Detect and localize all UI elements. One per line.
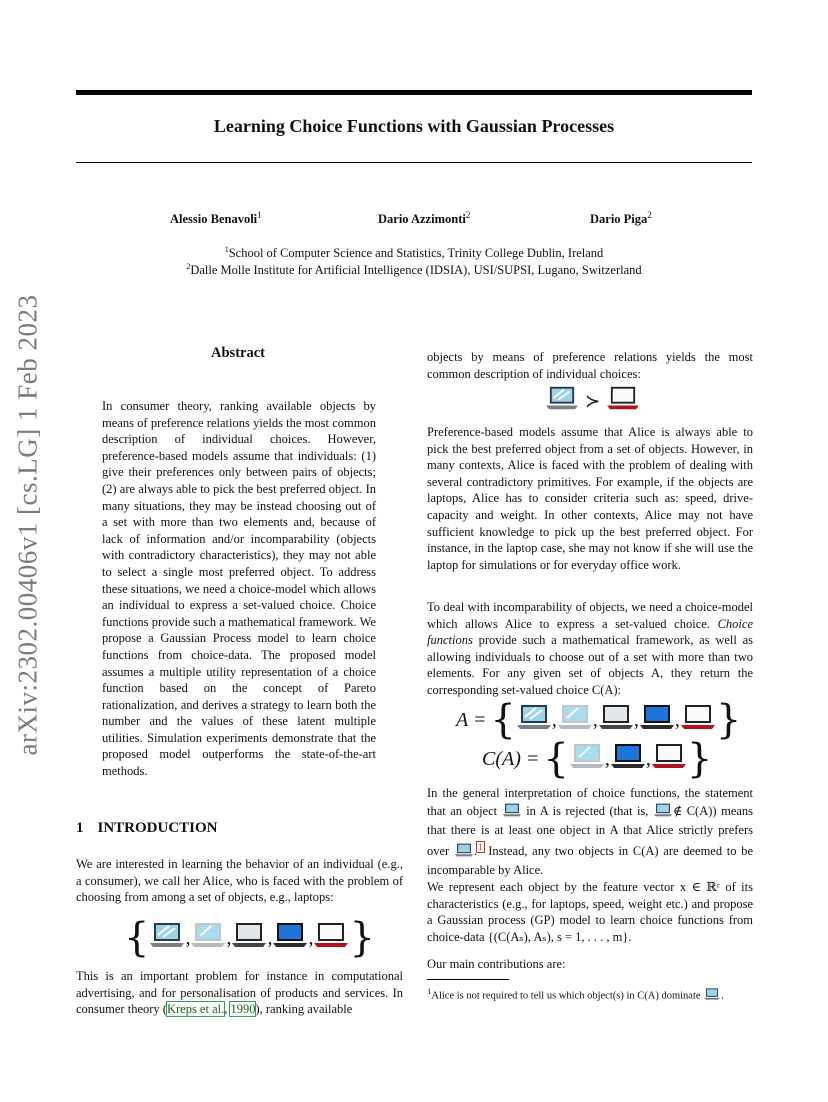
left-brace: { bbox=[124, 915, 150, 961]
equation-set-a: A = { , , , , } bbox=[456, 697, 742, 743]
laptop-icon bbox=[454, 842, 474, 863]
right-paragraph-4: We represent each object by the feature vector x ∈ ℝᶜ of its characteristics (e.g., for laptops, speed, weight etc.) and propose a Gaussian process (GP) model to learn choice functions from choice-data {(C(Aₛ), Aₛ), s = 1, . . . , m}. bbox=[427, 880, 753, 944]
footnote-marker[interactable]: 1 bbox=[478, 841, 483, 852]
affiliation-1: $^1$School of Computer Science and Statistics, Trinity College Dublin, Ireland bbox=[224, 245, 604, 261]
equation-choice-ca: C(A) = { , , } bbox=[482, 736, 713, 782]
laptop-icon bbox=[502, 802, 522, 823]
right-paragraph-0: objects by means of preference relations yields the most common description of individual choices: bbox=[427, 350, 753, 381]
laptop-icon bbox=[651, 741, 687, 777]
footnote: $^1$Alice is not required to tell us which object(s) in C(A) dominate . bbox=[427, 984, 753, 1006]
top-rule bbox=[76, 90, 752, 95]
laptop-icon bbox=[598, 702, 634, 738]
laptop-icon bbox=[606, 384, 640, 418]
right-paragraph-5: Our main contributions are: bbox=[427, 957, 566, 971]
right-brace: } bbox=[715, 697, 742, 743]
laptop-set-left: { , , , , } bbox=[124, 915, 375, 961]
laptop-icon bbox=[610, 741, 646, 777]
title-rule bbox=[76, 162, 752, 163]
intro-paragraph-2: This is an important problem for instance in computational advertising, and for personalisation of products and services. In consumer theory (Kreps et al., 1990), ranking available bbox=[76, 969, 403, 1017]
arxiv-sidebar: arXiv:2302.00406v1 [cs.LG] 1 Feb 2023 bbox=[12, 294, 43, 756]
footnote-rule bbox=[427, 979, 509, 980]
left-brace: { bbox=[490, 697, 516, 743]
author-2: Dario Azzimonti$^2$ bbox=[378, 210, 471, 227]
right-paragraph-3: In the general interpretation of choice functions, the statement that an object in A is rejected (that is, ∉ C(A)) means that there is at least one object in A that Alice strictly prefers over .$^1$ Instead, any two objects in C(A) are deemed to be incomparable by Alice. bbox=[427, 786, 754, 878]
right-paragraph-2: To deal with incomparability of objects, we need a choice-model which allows Alice to express a set-valued choice. Choice functions provide such a mathematical framework, as well as allowing individuals to choose out of a set with more than two elements. For any given set of objects A, they return the corresponding set-valued choice C(A): bbox=[427, 600, 754, 697]
succ-symbol: ≻ bbox=[585, 390, 601, 411]
affiliation-2: $^2$Dalle Molle Institute for Artificial Intelligence (IDSIA), USI/SUPSI, Lugano, Switzerland bbox=[186, 262, 642, 278]
section-heading: 1 INTRODUCTION bbox=[76, 820, 218, 836]
laptop-icon bbox=[149, 920, 185, 956]
abstract-text: In consumer theory, ranking available objects by means of preference relations yields the most common description of individual choices. However, preference-based models assume that individuals: (1) give their preferences only between pairs of objects; (2) are always able to pick the best preferred object. In many situations, they may be instead choosing out of a set with more than two elements and, because of lack of information and/or incomparability (objects with contradictory characteristics), they may not able to select a single most preferred object. To address these situations, we need a choice-model which allows an individual to express a set-valued choice. Choice functions provide such a mathematical framework. We propose a Gaussian Process model to learn choice functions from choice-data. The proposed model assumes a multiple utility representation of a choice function based on the concept of Pareto rationalization, and derives a strategy to learn both the number and the values of these latent multiple utilities. Simulation experiments demonstrate that the proposed model outperforms the state-of-the-art methods. bbox=[102, 399, 376, 779]
laptop-icon bbox=[272, 920, 308, 956]
paper-title: Learning Choice Functions with Gaussian Processes bbox=[213, 116, 615, 136]
preference-relation bbox=[545, 384, 640, 418]
laptop-icon bbox=[545, 384, 579, 418]
right-brace: } bbox=[686, 736, 713, 782]
left-brace: { bbox=[543, 736, 569, 782]
right-paragraph-1: Preference-based models assume that Alice is always able to pick the best preferred object from a set of objects. However, in many contexts, Alice is faced with the problem of dealing with several contradictory primitives. For example, if the objects are laptops, Alice has to consider criteria such as: speed, drive-capacity and weight. In other contexts, Alice may not have sufficient knowledge to pick up the best preferred object. For instance, in the laptop case, she may not know if she will use the laptop for simulations or for everyday office work. bbox=[427, 425, 753, 572]
laptop-icon bbox=[313, 920, 349, 956]
author-3: Dario Piga$^2$ bbox=[590, 210, 652, 227]
laptop-icon bbox=[231, 920, 267, 956]
right-brace: } bbox=[349, 915, 375, 961]
laptop-icon bbox=[516, 702, 552, 738]
abstract-heading: Abstract bbox=[211, 345, 265, 361]
intro-paragraph-1: We are interested in learning the behavior of an individual (e.g., a consumer), we call her Alice, who is faced with the problem of choosing from among a set of objects, e.g., laptops: bbox=[76, 857, 403, 905]
author-1: Alessio Benavoli$^1$ bbox=[170, 210, 262, 227]
citation-author[interactable]: Kreps et al. bbox=[166, 1002, 225, 1017]
laptop-icon bbox=[190, 920, 226, 956]
laptop-icon bbox=[703, 987, 721, 1006]
laptop-icon bbox=[680, 702, 716, 738]
laptop-icon bbox=[569, 741, 605, 777]
laptop-icon bbox=[653, 802, 673, 823]
laptop-icon bbox=[557, 702, 593, 738]
laptop-icon bbox=[639, 702, 675, 738]
citation-year[interactable]: 1990 bbox=[230, 1002, 256, 1017]
